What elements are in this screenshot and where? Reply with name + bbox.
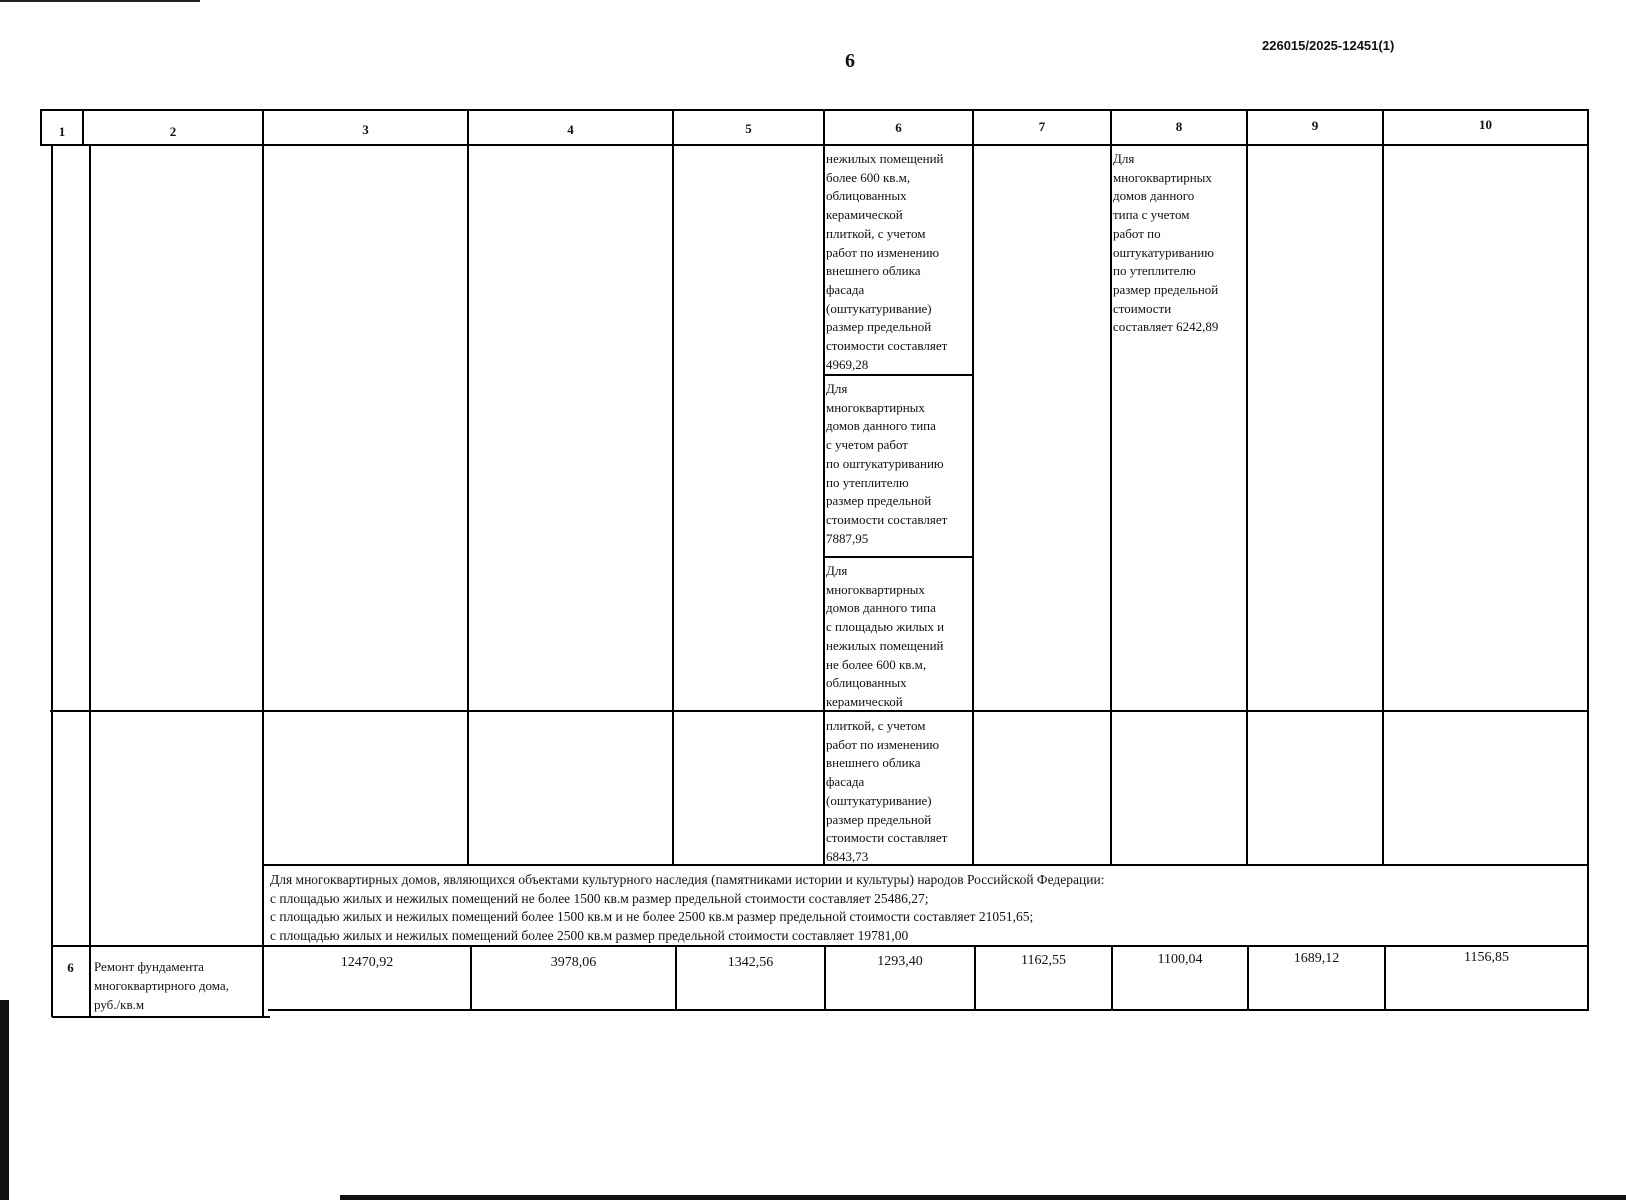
row-split-border [50, 710, 1589, 712]
heritage-line-3: с площадью жилых и нежилых помещений более 1500 кв.м и не более 2500 кв.м размер предельной стоимости составляет 21051,65; [270, 909, 1034, 924]
header-col-6: 6 [895, 120, 902, 135]
header-col-8: 8 [1175, 119, 1183, 134]
table-bottom-border-left [52, 1016, 270, 1018]
heritage-line-2: с площадью жилых и нежилых помещений не более 1500 кв.м размер предельной стоимости составляет 25486,27; [270, 890, 929, 906]
col-border-7 [1110, 109, 1112, 864]
row6-value-col5: 1342,56 [727, 955, 774, 970]
col-border-4 [672, 109, 674, 864]
row6-top-border [52, 945, 1589, 947]
header-bottom-border [40, 144, 1589, 146]
col-border-5 [823, 109, 825, 864]
row6-value-col10: 1156,85 [1464, 950, 1509, 965]
scan-edge-top [0, 0, 200, 2]
header-col-3: 3 [362, 122, 369, 137]
heritage-note [270, 871, 1104, 945]
heritage-line-1: Для многоквартирных домов, являющихся объектами культурного наследия (памятниками истории и культуры) народов Российской Федерации: [270, 872, 1105, 887]
page-number: 6 [845, 50, 855, 72]
row6-number: 6 [67, 960, 74, 975]
header-col-5: 5 [745, 121, 752, 136]
header-col-7: 7 [1038, 119, 1046, 134]
col-border-2 [262, 109, 264, 1018]
heritage-line-4: с площадью жилых и нежилых помещений более 2500 кв.м размер предельной стоимости составляет 19781,00 [270, 927, 909, 943]
col6-text-block-3: Для многоквартирных домов данного типа с площадью жилых и нежилых помещений не более 600 кв.м, облицованных керамической [826, 563, 945, 709]
row6-value-col8: 1100,04 [1157, 952, 1203, 967]
col6-divider-2 [823, 556, 973, 558]
row6-name: Ремонт фундамента многоквартирного дома, руб./кв.м [94, 959, 229, 1012]
row6-value-col6: 1293,40 [877, 954, 923, 969]
header-col-4: 4 [567, 122, 574, 137]
table-top-border [40, 109, 1589, 111]
row6-value-col3: 12470,92 [340, 955, 394, 970]
row6-value-col9: 1689,12 [1293, 951, 1340, 966]
col-border-1b [89, 144, 91, 1017]
header-col-10: 10 [1479, 117, 1492, 132]
scan-edge-bottom [340, 1195, 1626, 1200]
header-col-9: 9 [1311, 118, 1319, 133]
col-border-10 [1587, 109, 1589, 1011]
col6-text-block-2: Для многоквартирных домов данного типа с учетом работ по оштукатуриванию по утеплителю размер предельной стоимости составляет 7887,95 [826, 381, 948, 546]
row6-value-col7: 1162,55 [1021, 953, 1066, 968]
col6-text-block-1: нежилых помещений более 600 кв.м, облицованных керамической плиткой, с учетом работ по изменению внешнего облика фасада (оштукатуривание) размер предельной стоимости составляет 4969,28 [826, 151, 948, 372]
row6-value-col4: 3978,06 [550, 955, 597, 970]
table-bottom-border-right [268, 1009, 1589, 1011]
col8-text-block-1: Для многоквартирных домов данного типа с учетом работ по оштукатуриванию по утеплителю размер предельной стоимости составляет 6242,89 [1113, 151, 1219, 335]
col6-text-block-4: плиткой, с учетом работ по изменению внешнего облика фасада (оштукатуривание) размер предельной стоимости составляет 6843,73 [826, 718, 948, 864]
header-col-2: 2 [169, 124, 177, 139]
col-border-3 [467, 109, 469, 864]
header-col-1: 1 [58, 124, 66, 139]
col-border-9 [1382, 109, 1384, 864]
scan-edge-left [0, 1000, 9, 1200]
document-registration-number: 226015/2025-12451(1) [1262, 38, 1395, 53]
col-border-0b [51, 144, 53, 1017]
